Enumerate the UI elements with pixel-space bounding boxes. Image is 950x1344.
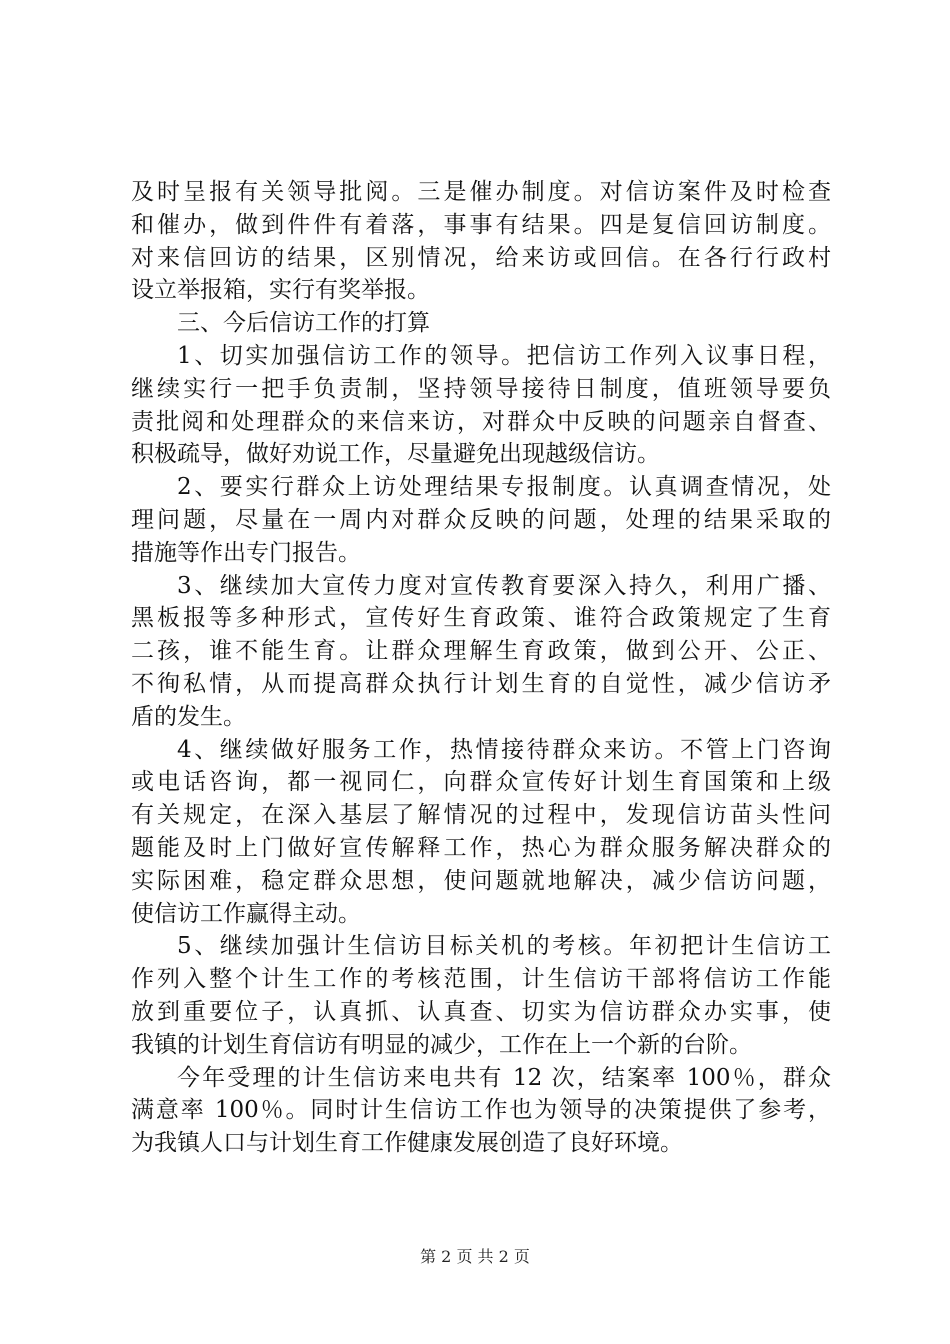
text-line: 设立举报箱，实行有奖举报。 bbox=[131, 277, 430, 304]
text-line: 黑板报等多种形式，宣传好生育政策、谁符合政策规定了生育 bbox=[131, 605, 831, 632]
text-line: 实际困难，稳定群众思想，使问题就地解决，减少信访问题， bbox=[131, 867, 831, 894]
text-line: 继续实行一把手负责制，坚持领导接待日制度，值班领导要负 bbox=[131, 375, 831, 402]
text-line: 有关规定，在深入基层了解情况的过程中，发现信访苗头性问 bbox=[131, 802, 831, 829]
text-line: 我镇的计划生育信访有明显的减少，工作在上一个新的台阶。 bbox=[131, 1031, 752, 1058]
text-line: 盾的发生。 bbox=[131, 703, 246, 730]
document-body bbox=[131, 176, 831, 1160]
text-line: 责批阅和处理群众的来信来访，对群众中反映的问题亲自督查、 bbox=[131, 408, 831, 435]
text-line: 二孩，谁不能生育。让群众理解生育政策，做到公开、公正、 bbox=[131, 638, 831, 665]
text-line: 和催办，做到件件有着落，事事有结果。四是复信回访制度。 bbox=[131, 211, 831, 238]
text-line: 作列入整个计生工作的考核范围，计生信访干部将信访工作能 bbox=[131, 966, 831, 993]
text-line: 1、切实加强信访工作的领导。把信访工作列入议事日程， bbox=[177, 342, 831, 369]
text-line: 使信访工作赢得主动。 bbox=[131, 900, 361, 927]
text-line: 或电话咨询，都一视同仁，向群众宣传好计划生育国策和上级 bbox=[131, 769, 831, 796]
text-line: 及时呈报有关领导批阅。三是催办制度。对信访案件及时检查 bbox=[131, 179, 831, 205]
text-line: 满意率 100％。同时计生信访工作也为领导的决策提供了参考， bbox=[131, 1097, 831, 1124]
page-footer: 第 2 页 共 2 页 bbox=[420, 1247, 530, 1266]
text-line: 今年受理的计生信访来电共有 12 次，结案率 100％，群众 bbox=[177, 1064, 831, 1091]
text-line: 5、继续加强计生信访目标关机的考核。年初把计生信访工 bbox=[177, 933, 831, 960]
text-line: 积极疏导，做好劝说工作，尽量避免出现越级信访。 bbox=[131, 441, 660, 468]
text-line: 不徇私情，从而提高群众执行计划生育的自觉性，减少信访矛 bbox=[131, 670, 831, 697]
text-line: 为我镇人口与计划生育工作健康发展创造了良好环境。 bbox=[131, 1130, 683, 1157]
text-line: 题能及时上门做好宣传解释工作，热心为群众服务解决群众的 bbox=[131, 834, 831, 861]
text-line: 理问题，尽量在一周内对群众反映的问题，处理的结果采取的 bbox=[131, 506, 831, 533]
text-line: 放到重要位子，认真抓、认真查、切实为信访群众办实事，使 bbox=[131, 998, 831, 1025]
text-line: 2、要实行群众上访处理结果专报制度。认真调查情况，处 bbox=[177, 474, 831, 501]
text-line: 3、继续加大宣传力度对宣传教育要深入持久，利用广播、 bbox=[177, 572, 831, 599]
text-line: 4、继续做好服务工作，热情接待群众来访。不管上门咨询 bbox=[177, 736, 831, 763]
text-line: 措施等作出专门报告。 bbox=[131, 539, 361, 566]
text-line: 三、今后信访工作的打算 bbox=[177, 310, 430, 337]
text-line: 对来信回访的结果，区别情况，给来访或回信。在各行行政村 bbox=[131, 244, 831, 271]
